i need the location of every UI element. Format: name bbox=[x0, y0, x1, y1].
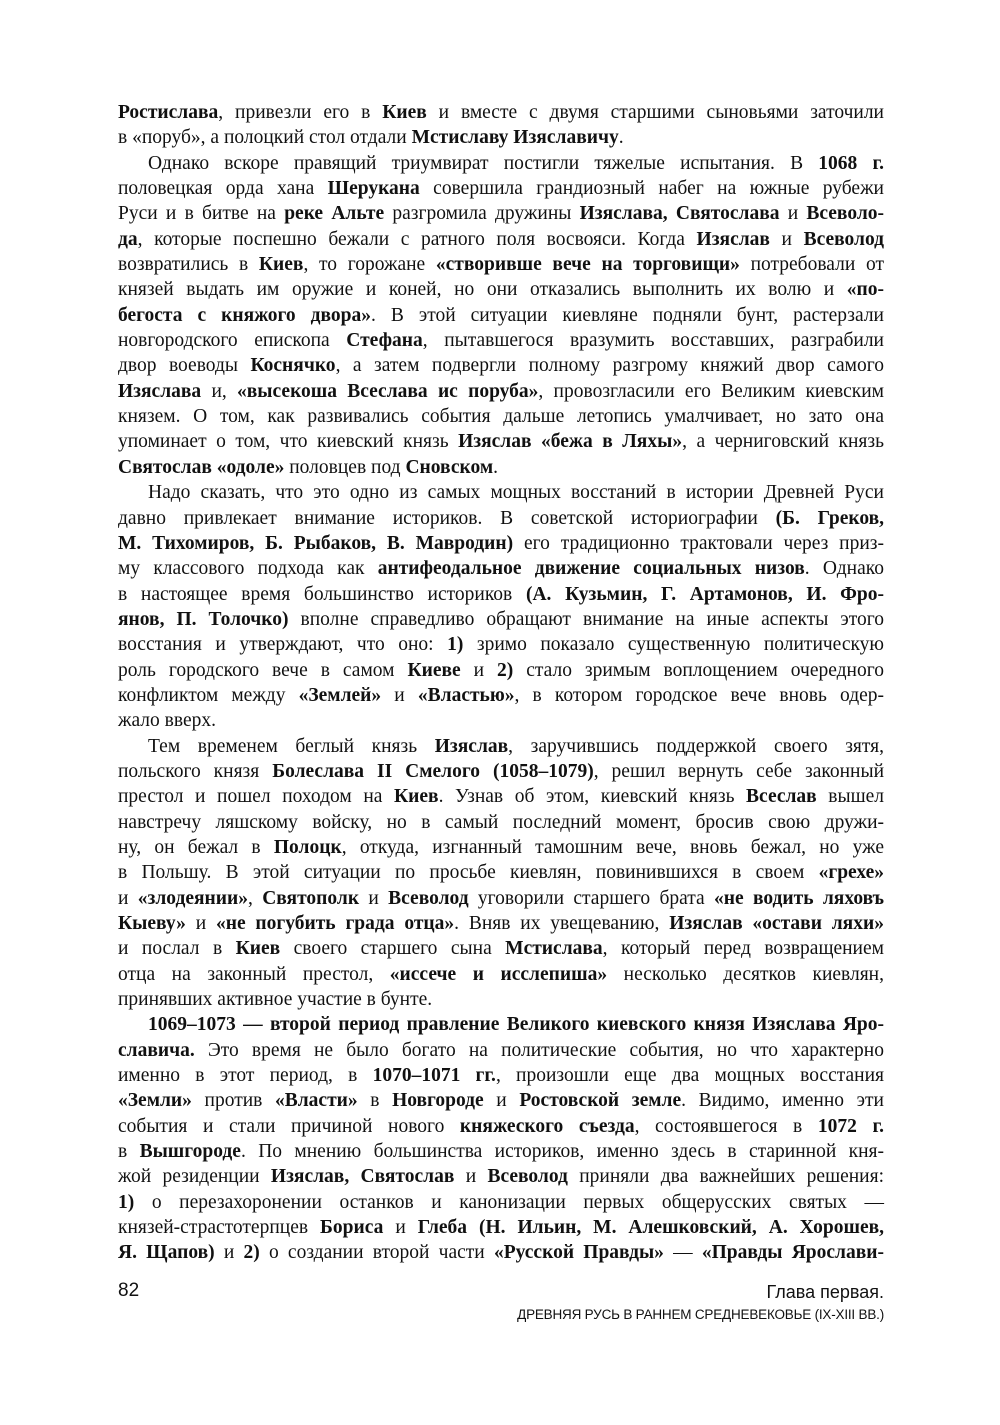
text-line bbox=[118, 1038, 884, 1063]
text-span: Это время не было богато на политические события, но что характерно bbox=[194, 1039, 884, 1061]
text-span: и bbox=[460, 659, 498, 681]
text-span: и, bbox=[201, 380, 238, 402]
text-span: возвратились в bbox=[118, 254, 259, 276]
text-span: несколько десятков киевлян, bbox=[607, 963, 884, 985]
text-line bbox=[118, 328, 884, 353]
text-span: . По мнению большинства историков, именно здесь в старинной кня- bbox=[240, 1141, 884, 1163]
bold-text: Новгороде bbox=[392, 1090, 484, 1112]
text-span: и послал в bbox=[118, 938, 236, 960]
text-span: разгромила дружины bbox=[384, 203, 580, 225]
text-line bbox=[118, 860, 884, 885]
bold-text: 1) bbox=[447, 634, 464, 656]
text-span: , решил вернуть себе законный bbox=[593, 760, 884, 782]
bold-text: Всеслав bbox=[746, 786, 817, 808]
body-text bbox=[118, 100, 884, 1266]
text-span: двор воеводы bbox=[118, 355, 251, 377]
page-number: 82 bbox=[118, 1280, 140, 1301]
text-line bbox=[118, 1139, 884, 1164]
text-line bbox=[118, 303, 884, 328]
text-span: в bbox=[118, 1141, 140, 1163]
text-span: , а черниговский князь bbox=[682, 431, 884, 453]
text-line bbox=[118, 784, 884, 809]
bold-text: «по- bbox=[846, 279, 884, 301]
bold-text: «не водить ляховъ bbox=[714, 887, 885, 909]
text-span: Тем временем беглый князь bbox=[148, 735, 435, 757]
text-span: уговорили старшего брата bbox=[468, 887, 714, 909]
bold-text: (Б. Греков, bbox=[775, 507, 885, 529]
text-span: и bbox=[381, 684, 418, 706]
text-line bbox=[118, 404, 884, 429]
text-line bbox=[118, 632, 884, 657]
bold-text: Изяслав, Святослав bbox=[270, 1166, 455, 1188]
bold-text: «высекоша Всеслава ис поруба» bbox=[237, 380, 539, 402]
bold-text: (А. Кузьмин, Г. Артамонов, И. Фро- bbox=[525, 583, 884, 605]
bold-text: «Землей» bbox=[298, 684, 382, 706]
bold-text: Стефана bbox=[346, 330, 423, 352]
text-span: Руси и в битве на bbox=[118, 203, 285, 225]
text-line bbox=[118, 683, 884, 708]
text-span: . bbox=[618, 127, 624, 149]
text-span: события и стали причиной нового bbox=[118, 1115, 460, 1137]
text-span: князем. О том, как развивались события дальше летопись умалчивает, но зато она bbox=[118, 406, 884, 428]
bold-text: Изяслав bbox=[434, 735, 509, 757]
text-span: , привезли его в bbox=[218, 102, 383, 123]
bold-text: Полоцк bbox=[273, 836, 342, 858]
text-span: и bbox=[454, 1166, 488, 1188]
bold-text: Киев bbox=[382, 102, 427, 123]
text-span: приняли два важнейших решения: bbox=[567, 1166, 884, 1188]
bold-text: Всеволод bbox=[803, 228, 885, 250]
text-line bbox=[118, 100, 884, 125]
text-span: жало вверх. bbox=[118, 710, 216, 732]
bold-text: Вышгороде bbox=[139, 1141, 241, 1163]
text-span: , провозгласили его Великим киевским bbox=[538, 380, 885, 402]
text-span: , которые поспешно бежали с ратного поля восвояси. Когда bbox=[137, 228, 697, 250]
text-span: . Узнав об этом, киевский князь bbox=[438, 786, 747, 808]
text-span: жой резиденции bbox=[118, 1166, 271, 1188]
bold-text: Мстислава bbox=[505, 938, 603, 960]
text-line bbox=[118, 1063, 884, 1088]
text-span: роль городского вече в самом bbox=[118, 659, 408, 681]
bold-text: «Власти» bbox=[274, 1090, 358, 1112]
bold-text: М. Тихомиров, Б. Рыбаков, В. Мавродин) bbox=[118, 532, 514, 554]
text-span: навстречу ляшскому войску, но в самый последний момент, бросив свою дружи- bbox=[118, 811, 884, 833]
text-span: . bbox=[493, 456, 498, 478]
text-span: , откуда, изгнанный тамошним вече, вновь бежал, но уже bbox=[341, 836, 884, 858]
text-span: именно в этот период, в bbox=[118, 1065, 373, 1087]
bold-text: Изяслава, Святослава bbox=[579, 203, 780, 225]
text-span: стало зримым воплощением очередного bbox=[513, 659, 884, 681]
text-span: , произошли еще два мощных восстания bbox=[495, 1065, 884, 1087]
text-span: в bbox=[357, 1090, 393, 1112]
text-span: своего старшего сына bbox=[280, 938, 506, 960]
text-line bbox=[118, 252, 884, 277]
text-line bbox=[118, 886, 884, 911]
text-span: и bbox=[185, 913, 216, 934]
text-span: и bbox=[483, 1090, 520, 1112]
bold-text: «не погубить града отца» bbox=[215, 913, 455, 934]
text-line bbox=[118, 1012, 884, 1037]
text-line bbox=[118, 480, 884, 505]
text-span: , в котором городское вече вновь одер- bbox=[514, 684, 885, 706]
text-span: в Польшу. В этой ситуации по просьбе киевлян, повинившихся в своем bbox=[118, 862, 819, 884]
text-line bbox=[118, 607, 884, 632]
text-span: . Видимо, именно эти bbox=[681, 1090, 884, 1112]
text-line bbox=[118, 835, 884, 860]
bold-text: Я. Щапов) bbox=[118, 1242, 215, 1264]
bold-text: Святополк bbox=[262, 887, 360, 909]
text-span: и вместе с двумя старшими сыновьями заточили bbox=[426, 102, 884, 123]
bold-text: Кыеву» bbox=[118, 913, 186, 934]
bold-text: 1070–1071 гг. bbox=[372, 1065, 496, 1087]
text-line bbox=[118, 429, 884, 454]
bold-text: Изяслава bbox=[118, 380, 202, 402]
text-span: , то горожане bbox=[303, 254, 436, 276]
text-span: . Вняв их увещеванию, bbox=[454, 913, 670, 934]
bold-text: Изяслав bbox=[696, 228, 770, 250]
chapter-subtitle: ДРЕВНЯЯ РУСЬ В РАННЕМ СРЕДНЕВЕКОВЬЕ (IX-XIII ВВ.) bbox=[517, 1307, 884, 1322]
text-line bbox=[118, 734, 884, 759]
bold-text: реке Альте bbox=[284, 203, 385, 225]
text-line bbox=[118, 759, 884, 784]
bold-text: Киев bbox=[258, 254, 304, 276]
bold-text: «Русской Правды» bbox=[493, 1242, 664, 1264]
bold-text: Болеслава II Смелого (1058–1079) bbox=[272, 760, 594, 782]
text-span: престол и пошел походом на bbox=[118, 786, 395, 808]
text-span: давно привлекает внимание историков. В советской историографии bbox=[118, 507, 776, 529]
text-span: и bbox=[383, 1217, 418, 1239]
bold-text: «Властью» bbox=[417, 684, 515, 706]
bold-text: Мстиславу Изяславичу bbox=[411, 127, 619, 149]
text-line bbox=[118, 379, 884, 404]
bold-text: Всеволо- bbox=[806, 203, 885, 225]
text-span: совершила грандиозный набег на южные рубежи bbox=[419, 178, 884, 200]
bold-text: 1069–1073 — второй период правление Великого киевского князя Изяслава Яро- bbox=[148, 1014, 884, 1036]
text-span: и bbox=[359, 887, 389, 909]
bold-text: Изяслав «бежа в Ляхы» bbox=[458, 431, 683, 453]
text-line bbox=[118, 911, 884, 936]
text-line bbox=[118, 227, 884, 252]
text-line bbox=[118, 1190, 884, 1215]
text-span: в настоящее время большинство историков bbox=[118, 583, 526, 605]
text-span: . В этой ситуации киевляне подняли бунт, растерзали bbox=[370, 304, 884, 326]
text-line bbox=[118, 987, 884, 1012]
text-line bbox=[118, 176, 884, 201]
text-line bbox=[118, 353, 884, 378]
bold-text: 1068 г. bbox=[818, 152, 885, 174]
bold-text: Киеве bbox=[407, 659, 461, 681]
bold-text: Сновском bbox=[405, 456, 494, 478]
text-span: вполне справедливо обращают внимание на иные аспекты этого bbox=[288, 608, 885, 630]
text-span: польского князя bbox=[118, 760, 273, 782]
text-span: , состоявшегося в bbox=[634, 1115, 818, 1137]
bold-text: 1) bbox=[118, 1191, 135, 1213]
text-line bbox=[118, 1164, 884, 1189]
text-span: потребовали от bbox=[739, 254, 884, 276]
text-line bbox=[118, 455, 884, 480]
text-span: , bbox=[248, 887, 263, 909]
text-span: му классового подхода как bbox=[118, 558, 378, 580]
bold-text: «иссече и исслепиша» bbox=[389, 963, 608, 985]
text-span: ну, он бежал в bbox=[118, 836, 274, 858]
text-span: о создании второй части bbox=[259, 1242, 494, 1264]
bold-text: «злодеянии» bbox=[137, 887, 248, 909]
bold-text: 1072 г. bbox=[817, 1115, 884, 1137]
text-span: новгородского епископа bbox=[118, 330, 347, 352]
text-span: восстания и утверждают, что оно: bbox=[118, 634, 448, 656]
text-line bbox=[118, 1114, 884, 1139]
bold-text: антифеодальное движение социальных низов bbox=[377, 558, 805, 580]
text-span: — bbox=[663, 1242, 702, 1264]
text-span: князей выдать им оружие и коней, но они отказались выполнить их волю и bbox=[118, 279, 847, 301]
text-span: и bbox=[779, 203, 807, 225]
text-span: и bbox=[214, 1242, 244, 1264]
running-footer bbox=[517, 1280, 884, 1326]
bold-text: Глеба (Н. Ильин, М. Алешковский, А. Хорошев, bbox=[417, 1217, 885, 1239]
text-line bbox=[118, 506, 884, 531]
chapter-title: Глава первая. bbox=[766, 1282, 884, 1302]
text-line bbox=[118, 151, 884, 176]
bold-text: Киев bbox=[394, 786, 439, 808]
text-line bbox=[118, 936, 884, 961]
text-line bbox=[118, 531, 884, 556]
text-span: конфликтом между bbox=[118, 684, 299, 706]
bold-text: да bbox=[118, 228, 138, 250]
bold-text: Коснячко bbox=[250, 355, 336, 377]
bold-text: славича. bbox=[118, 1039, 195, 1061]
text-span: и bbox=[769, 228, 804, 250]
text-span: отца на законный престол, bbox=[118, 963, 390, 985]
text-line bbox=[118, 708, 884, 733]
text-span: , который перед возвращением bbox=[602, 938, 884, 960]
text-span: половцев под bbox=[284, 456, 406, 478]
text-span: , пытавшегося вразумить восставших, разграбили bbox=[422, 330, 884, 352]
text-line bbox=[118, 277, 884, 302]
text-span: князей-страстотерпцев bbox=[118, 1217, 321, 1239]
text-line bbox=[118, 1240, 884, 1265]
bold-text: княжеского съезда bbox=[459, 1115, 635, 1137]
text-span: и bbox=[118, 887, 138, 909]
text-line bbox=[118, 1088, 884, 1113]
text-span: упоминает о том, что киевский князь bbox=[118, 431, 459, 453]
bold-text: 2) bbox=[243, 1242, 260, 1264]
bold-text: Всеволод bbox=[388, 887, 469, 909]
bold-text: янов, П. Толочко) bbox=[118, 608, 289, 630]
text-line bbox=[118, 962, 884, 987]
text-span: против bbox=[191, 1090, 275, 1112]
text-span: в «поруб», а полоцкий стол отдали bbox=[118, 127, 412, 149]
text-line bbox=[118, 556, 884, 581]
text-span: принявших активное участие в бунте. bbox=[118, 989, 433, 1011]
text-span: его традиционно трактовали через приз- bbox=[513, 532, 884, 554]
bold-text: «створивше вече на торговищи» bbox=[435, 254, 740, 276]
bold-text: Ростислава bbox=[118, 102, 219, 123]
text-line bbox=[118, 582, 884, 607]
text-span: . Однако bbox=[804, 558, 884, 580]
text-span: Надо сказать, что это одно из самых мощных восстаний в истории Древней Руси bbox=[148, 482, 884, 504]
bold-text: бегоста с княжого двора» bbox=[118, 304, 371, 326]
text-line bbox=[118, 201, 884, 226]
bold-text: Киев bbox=[235, 938, 281, 960]
text-span: Однако вскоре правящий триумвират постигли тяжелые испытания. В bbox=[148, 152, 819, 174]
bold-text: Всеволод bbox=[487, 1166, 568, 1188]
text-span: половецкая орда хана bbox=[118, 178, 328, 200]
bold-text: Ростовской земле bbox=[519, 1090, 682, 1112]
text-line bbox=[118, 125, 884, 150]
text-line bbox=[118, 658, 884, 683]
bold-text: Шерукана bbox=[327, 178, 420, 200]
bold-text: Изяслав «остави ляхи» bbox=[669, 913, 884, 934]
text-line bbox=[118, 1215, 884, 1240]
bold-text: Святослав «одоле» bbox=[118, 456, 285, 478]
bold-text: «Земли» bbox=[118, 1090, 192, 1112]
bold-text: «Правды Ярослави- bbox=[701, 1242, 885, 1264]
text-span: зримо показало существенную политическую bbox=[463, 634, 884, 656]
text-span: , а затем подвергли полному разгрому княжий двор самого bbox=[335, 355, 885, 377]
text-span: вышел bbox=[816, 786, 885, 808]
text-span: , заручившись поддержкой своего зятя, bbox=[508, 735, 884, 757]
text-span: о перезахоронении останков и канонизации первых общерусских святых — bbox=[134, 1191, 884, 1213]
bold-text: 2) bbox=[497, 659, 514, 681]
bold-text: Бориса bbox=[320, 1217, 384, 1239]
text-line bbox=[118, 810, 884, 835]
bold-text: «грехе» bbox=[818, 862, 884, 884]
